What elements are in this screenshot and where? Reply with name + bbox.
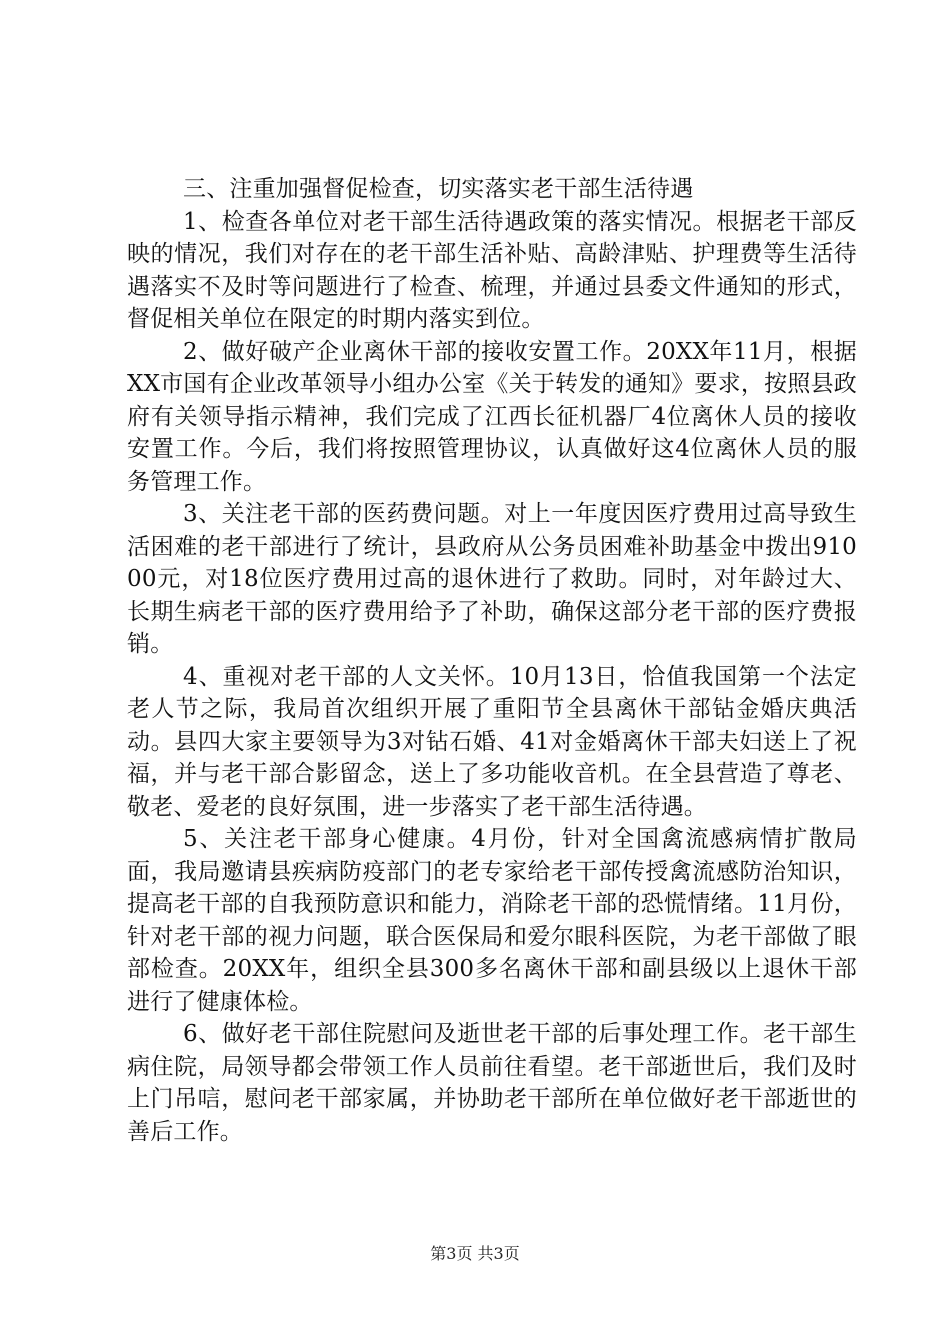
paragraph-4: 4、重视对老干部的人文关怀。10月13日，恰值我国第一个法定老人节之际，我局首次组织开展了重阳节全县离休干部钻金婚庆典活动。县四大家主要领导为3对钻石婚、41对金婚离休干部夫妇送上了祝福，并与老干部合影留念，送上了多功能收音机。在全县营造了尊老、敬老、爱老的良好氛围，进一步落实了老干部生活待遇。 bbox=[127, 663, 857, 820]
paragraph-3: 3、关注老干部的医药费问题。对上一年度因医疗费用过高导致生活困难的老干部进行了统计，县政府从公务员困难补助基金中拨出91000元，对18位医疗费用过高的退休进行了救助。同时，对年龄过大、长期生病老干部的医疗费用给予了补助，确保这部分老干部的医疗费报销。 bbox=[127, 501, 857, 657]
page-number-footer: 第3页 共3页 bbox=[430, 1244, 520, 1263]
section-heading: 三、注重加强督促检查，切实落实老干部生活待遇 bbox=[183, 176, 694, 202]
paragraph-1: 1、检查各单位对老干部生活待遇政策的落实情况。根据老干部反映的情况，我们对存在的老干部生活补贴、高龄津贴、护理费等生活待遇落实不及时等问题进行了检查、梳理，并通过县委文件通知的形式，督促相关单位在限定的时期内落实到位。 bbox=[127, 208, 857, 332]
paragraph-2: 2、做好破产企业离休干部的接收安置工作。20XX年11月，根据XX市国有企业改革领导小组办公室《关于转发的通知》要求，按照县政府有关领导指示精神，我们完成了江西长征机器厂4位离休人员的接收安置工作。今后，我们将按照管理协议，认真做好这4位离休人员的服务管理工作。 bbox=[127, 338, 857, 495]
document-body bbox=[127, 173, 857, 1148]
paragraph-5: 5、关注老干部身心健康。4月份，针对全国禽流感病情扩散局面，我局邀请县疾病防疫部门的老专家给老干部传授禽流感防治知识，提高老干部的自我预防意识和能力，消除老干部的恐慌情绪。11月份，针对老干部的视力问题，联合医保局和爱尔眼科医院，为老干部做了眼部检查。20XX年，组织全县300多名离休干部和副县级以上退休干部进行了健康体检。 bbox=[127, 826, 857, 1015]
paragraph-6: 6、做好老干部住院慰问及逝世老干部的后事处理工作。老干部生病住院，局领导都会带领工作人员前往看望。老干部逝世后，我们及时上门吊唁，慰问老干部家属，并协助老干部所在单位做好老干部逝世的善后工作。 bbox=[127, 1021, 857, 1145]
